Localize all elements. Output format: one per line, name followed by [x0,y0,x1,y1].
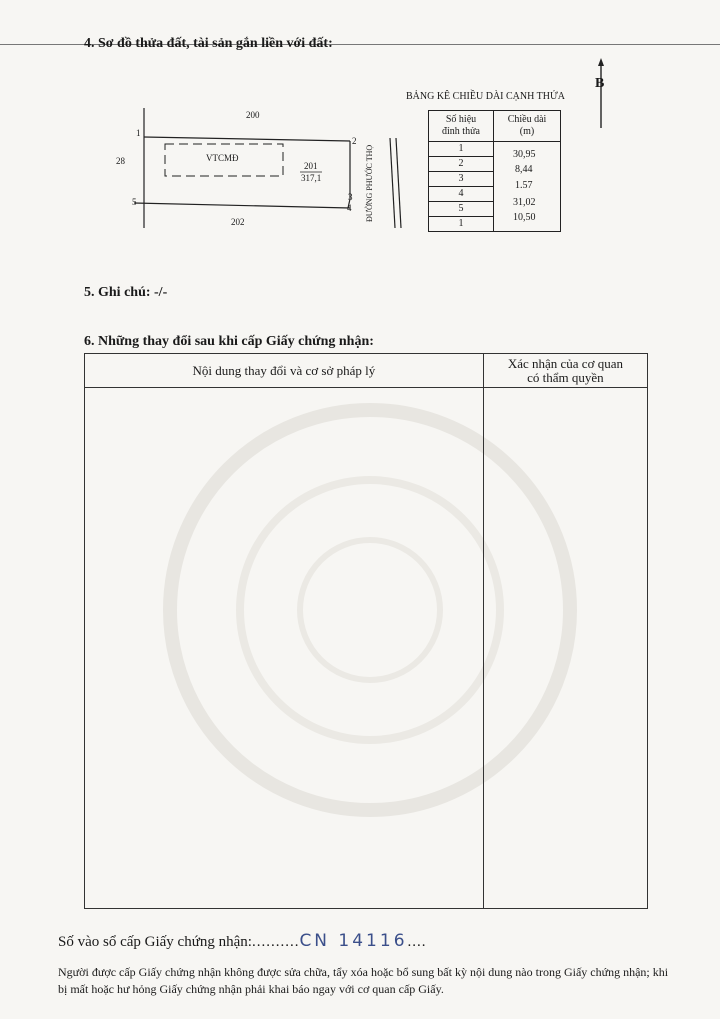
vertex-cell: 2 [429,157,494,172]
neighbor-bottom-label: 202 [231,217,245,227]
edge-1-2 [144,137,350,141]
changes-table [84,353,648,909]
vertex-cell: 1 [429,142,494,157]
parcel-number: 201 [304,161,318,171]
length-table-title: BẢNG KÊ CHIỀU DÀI CẠNH THỬA [406,91,565,102]
vertex-cell: 5 [429,202,494,217]
zone-label: VTCMĐ [206,153,239,163]
neighbor-left-label: 28 [116,156,125,166]
register-number: CN 14116 [299,931,408,951]
section-5-title: 5. Ghi chú: -/- [84,285,168,300]
north-label: B [595,76,605,91]
vertex-cell: 4 [429,187,494,202]
road-label: ĐƯỜNG PHƯỚC THỌ [365,144,374,222]
vertex-3-label: 3 [348,192,353,202]
length-value: 30,95 [513,149,536,160]
length-table-col2-header: Chiều dài (m) [494,111,561,142]
register-label: Số vào sổ cấp Giấy chứng nhận: [58,934,252,950]
changes-content-cell[interactable] [85,388,484,909]
vertex-1-label: 1 [136,128,141,138]
road-line-right [396,138,401,228]
section-6-title: 6. Những thay đổi sau khi cấp Giấy chứng nhận: [84,334,374,349]
vertex-cell: 3 [429,172,494,187]
road-line-left [390,138,395,228]
changes-col2-header: Xác nhận của cơ quan có thẩm quyền [483,354,647,388]
length-value: 10,50 [513,212,536,223]
edge-5-4 [134,203,350,208]
register-line [58,931,427,951]
parcel-area: 317,1 [301,173,322,183]
length-value: 31,02 [513,197,536,208]
section-4-title: 4. Sơ đồ thửa đất, tài sản gắn liền với đất: [84,36,333,51]
neighbor-top-label: 200 [246,110,260,120]
vertex-5-label: 5 [132,197,137,207]
changes-confirmation-cell[interactable] [483,388,647,909]
length-value: 8,44 [515,164,533,175]
length-table-col1-header: Số hiệu đỉnh thửa [429,111,494,142]
vertex-4-label: 4 [347,203,352,213]
vertex-cell: 1 [429,217,494,232]
length-table [428,110,561,232]
changes-col1-header: Nội dung thay đổi và cơ sở pháp lý [85,354,484,388]
length-value: 1.57 [515,180,533,191]
register-dots-after: .... [407,934,427,950]
north-arrow-icon [596,58,608,130]
register-dots: .......... [251,934,300,950]
vertex-2-label: 2 [352,136,357,146]
notice-text: Người được cấp Giấy chứng nhận không được sửa chữa, tẩy xóa hoặc bổ sung bất kỳ nội dung nào trong Giấy chứng nhận; khi bị mất hoặc hư hỏng Giấy chứng nhận phải khai báo ngay với cơ quan cấp Giấy. [58,965,669,996]
